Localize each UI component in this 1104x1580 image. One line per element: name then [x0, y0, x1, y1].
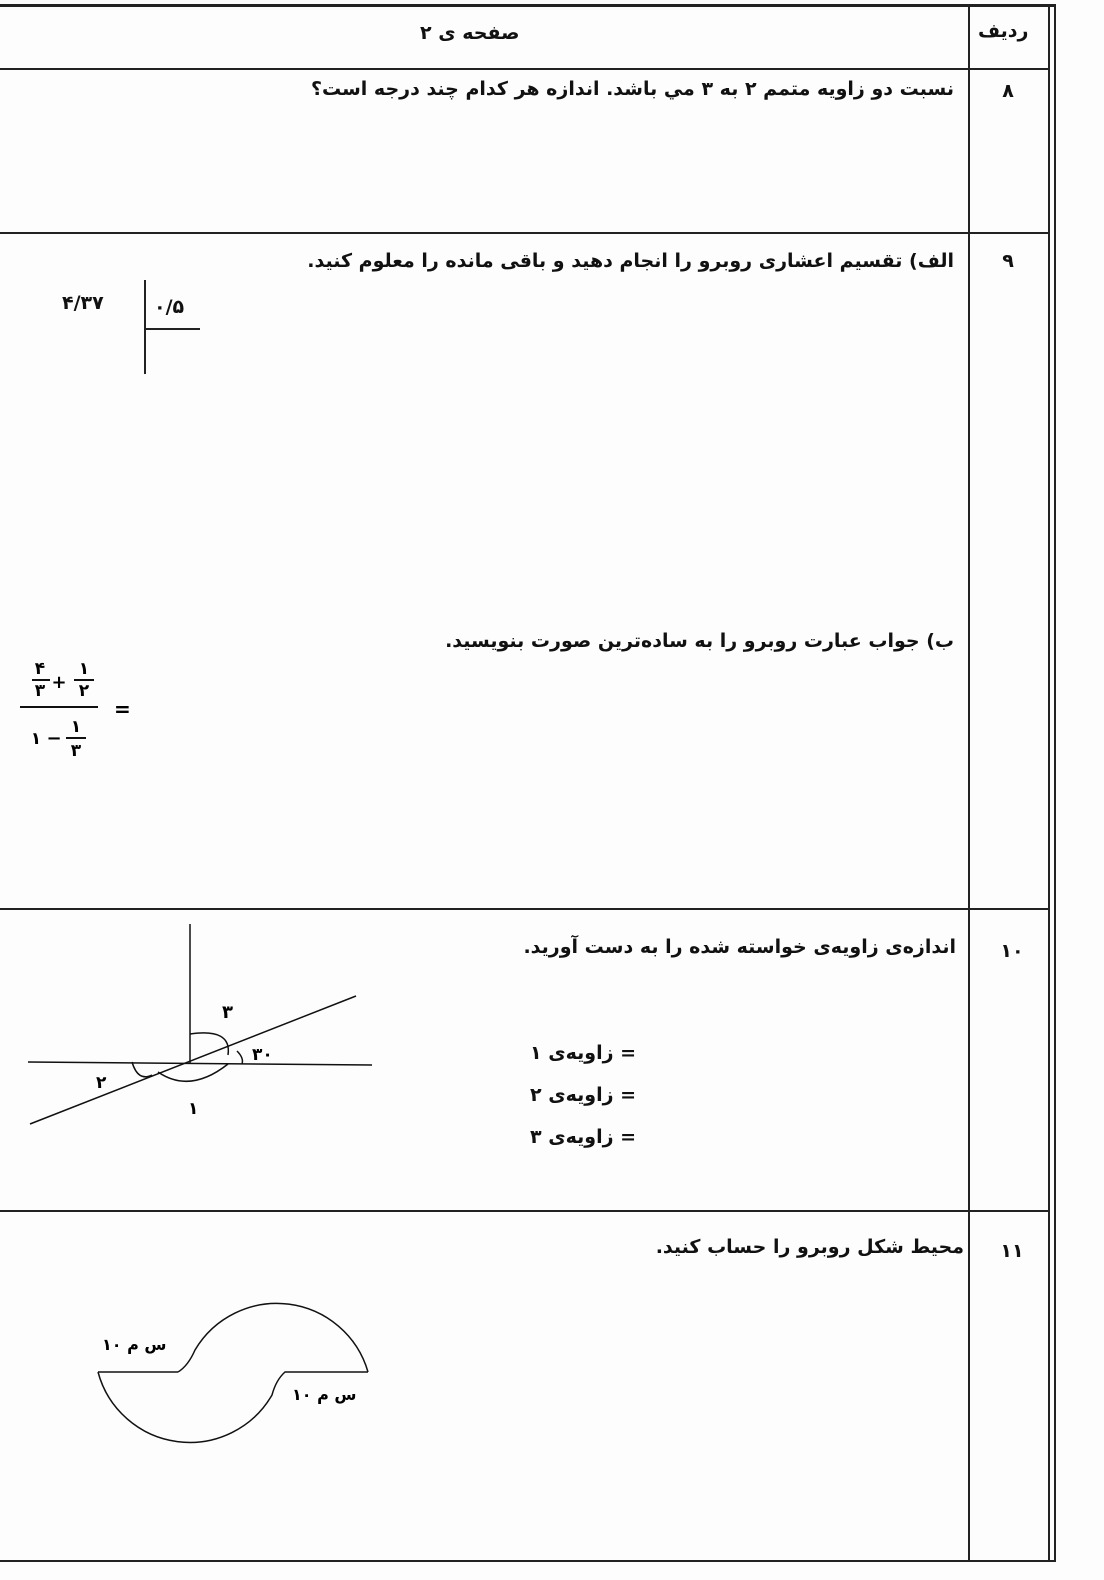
- answer-angle-3: = زاویه‌ی ۳: [530, 1126, 637, 1148]
- length-label-1: ۱۰ س م: [102, 1335, 167, 1354]
- angle-label-3: ۳: [222, 1002, 233, 1023]
- plus-sign: +: [51, 672, 67, 693]
- division-bar: [144, 280, 146, 374]
- equals-sign: =: [114, 697, 131, 721]
- question-text: اندازه‌ی زاویه‌ی خواسته شده را به دست آورید.: [523, 936, 956, 958]
- page-title: صفحه ی ۲: [420, 22, 520, 44]
- right-border: [1048, 4, 1050, 1562]
- division-underline: [144, 328, 200, 330]
- numerator: ۱: [70, 717, 82, 737]
- question-number: ۹: [1002, 250, 1014, 272]
- angle-label-2: ۲: [96, 1073, 107, 1093]
- answer-angle-1: = زاویه‌ی ۱: [530, 1042, 637, 1064]
- question-number: ۱۰: [1000, 940, 1024, 962]
- angle-label-30: ۳۰: [252, 1045, 273, 1065]
- bottom-border: [0, 1560, 1056, 1562]
- length-label-2: ۱۰ س م: [292, 1385, 357, 1404]
- question-part-a: الف) تقسیم اعشاری روبرو را انجام دهید و باقی مانده را معلوم کنید.: [307, 250, 954, 272]
- fraction-expression: [18, 650, 138, 770]
- divider: [0, 68, 1050, 70]
- numerator: ۱: [78, 659, 90, 679]
- s-shape-figure: [80, 1260, 400, 1480]
- angle-label-1: ۱: [188, 1099, 199, 1119]
- question-part-b: ب) جواب عبارت روبرو را به ساده‌ترین صورت بنویسید.: [445, 630, 954, 652]
- denominator: ۳: [70, 741, 82, 761]
- row-column-header: ردیف: [978, 20, 1029, 42]
- dividend: ۴/۳۷: [62, 292, 104, 314]
- col-divider: [968, 4, 970, 1562]
- question-text: نسبت دو زاویه متمم ۲ به ۳ مي باشد. اندازه هر کدام چند درجه است؟: [310, 78, 954, 100]
- answer-angle-2: = زاویه‌ی ۲: [530, 1084, 637, 1106]
- one: ۱: [30, 729, 42, 749]
- top-border: [0, 4, 1056, 7]
- divider: [0, 1210, 1050, 1212]
- denominator: ۳: [34, 681, 46, 701]
- question-number: ۸: [1002, 80, 1014, 102]
- divisor: ۰/۵: [154, 296, 185, 318]
- question-text: محیط شکل روبرو را حساب کنید.: [655, 1236, 964, 1258]
- right-border-outer: [1054, 4, 1056, 1562]
- denominator: ۲: [78, 681, 90, 701]
- angle-diagram: [0, 910, 400, 1140]
- minus-sign: −: [46, 728, 62, 749]
- numerator: ۴: [34, 659, 46, 679]
- question-number: ۱۱: [1000, 1240, 1024, 1262]
- divider: [0, 232, 1050, 234]
